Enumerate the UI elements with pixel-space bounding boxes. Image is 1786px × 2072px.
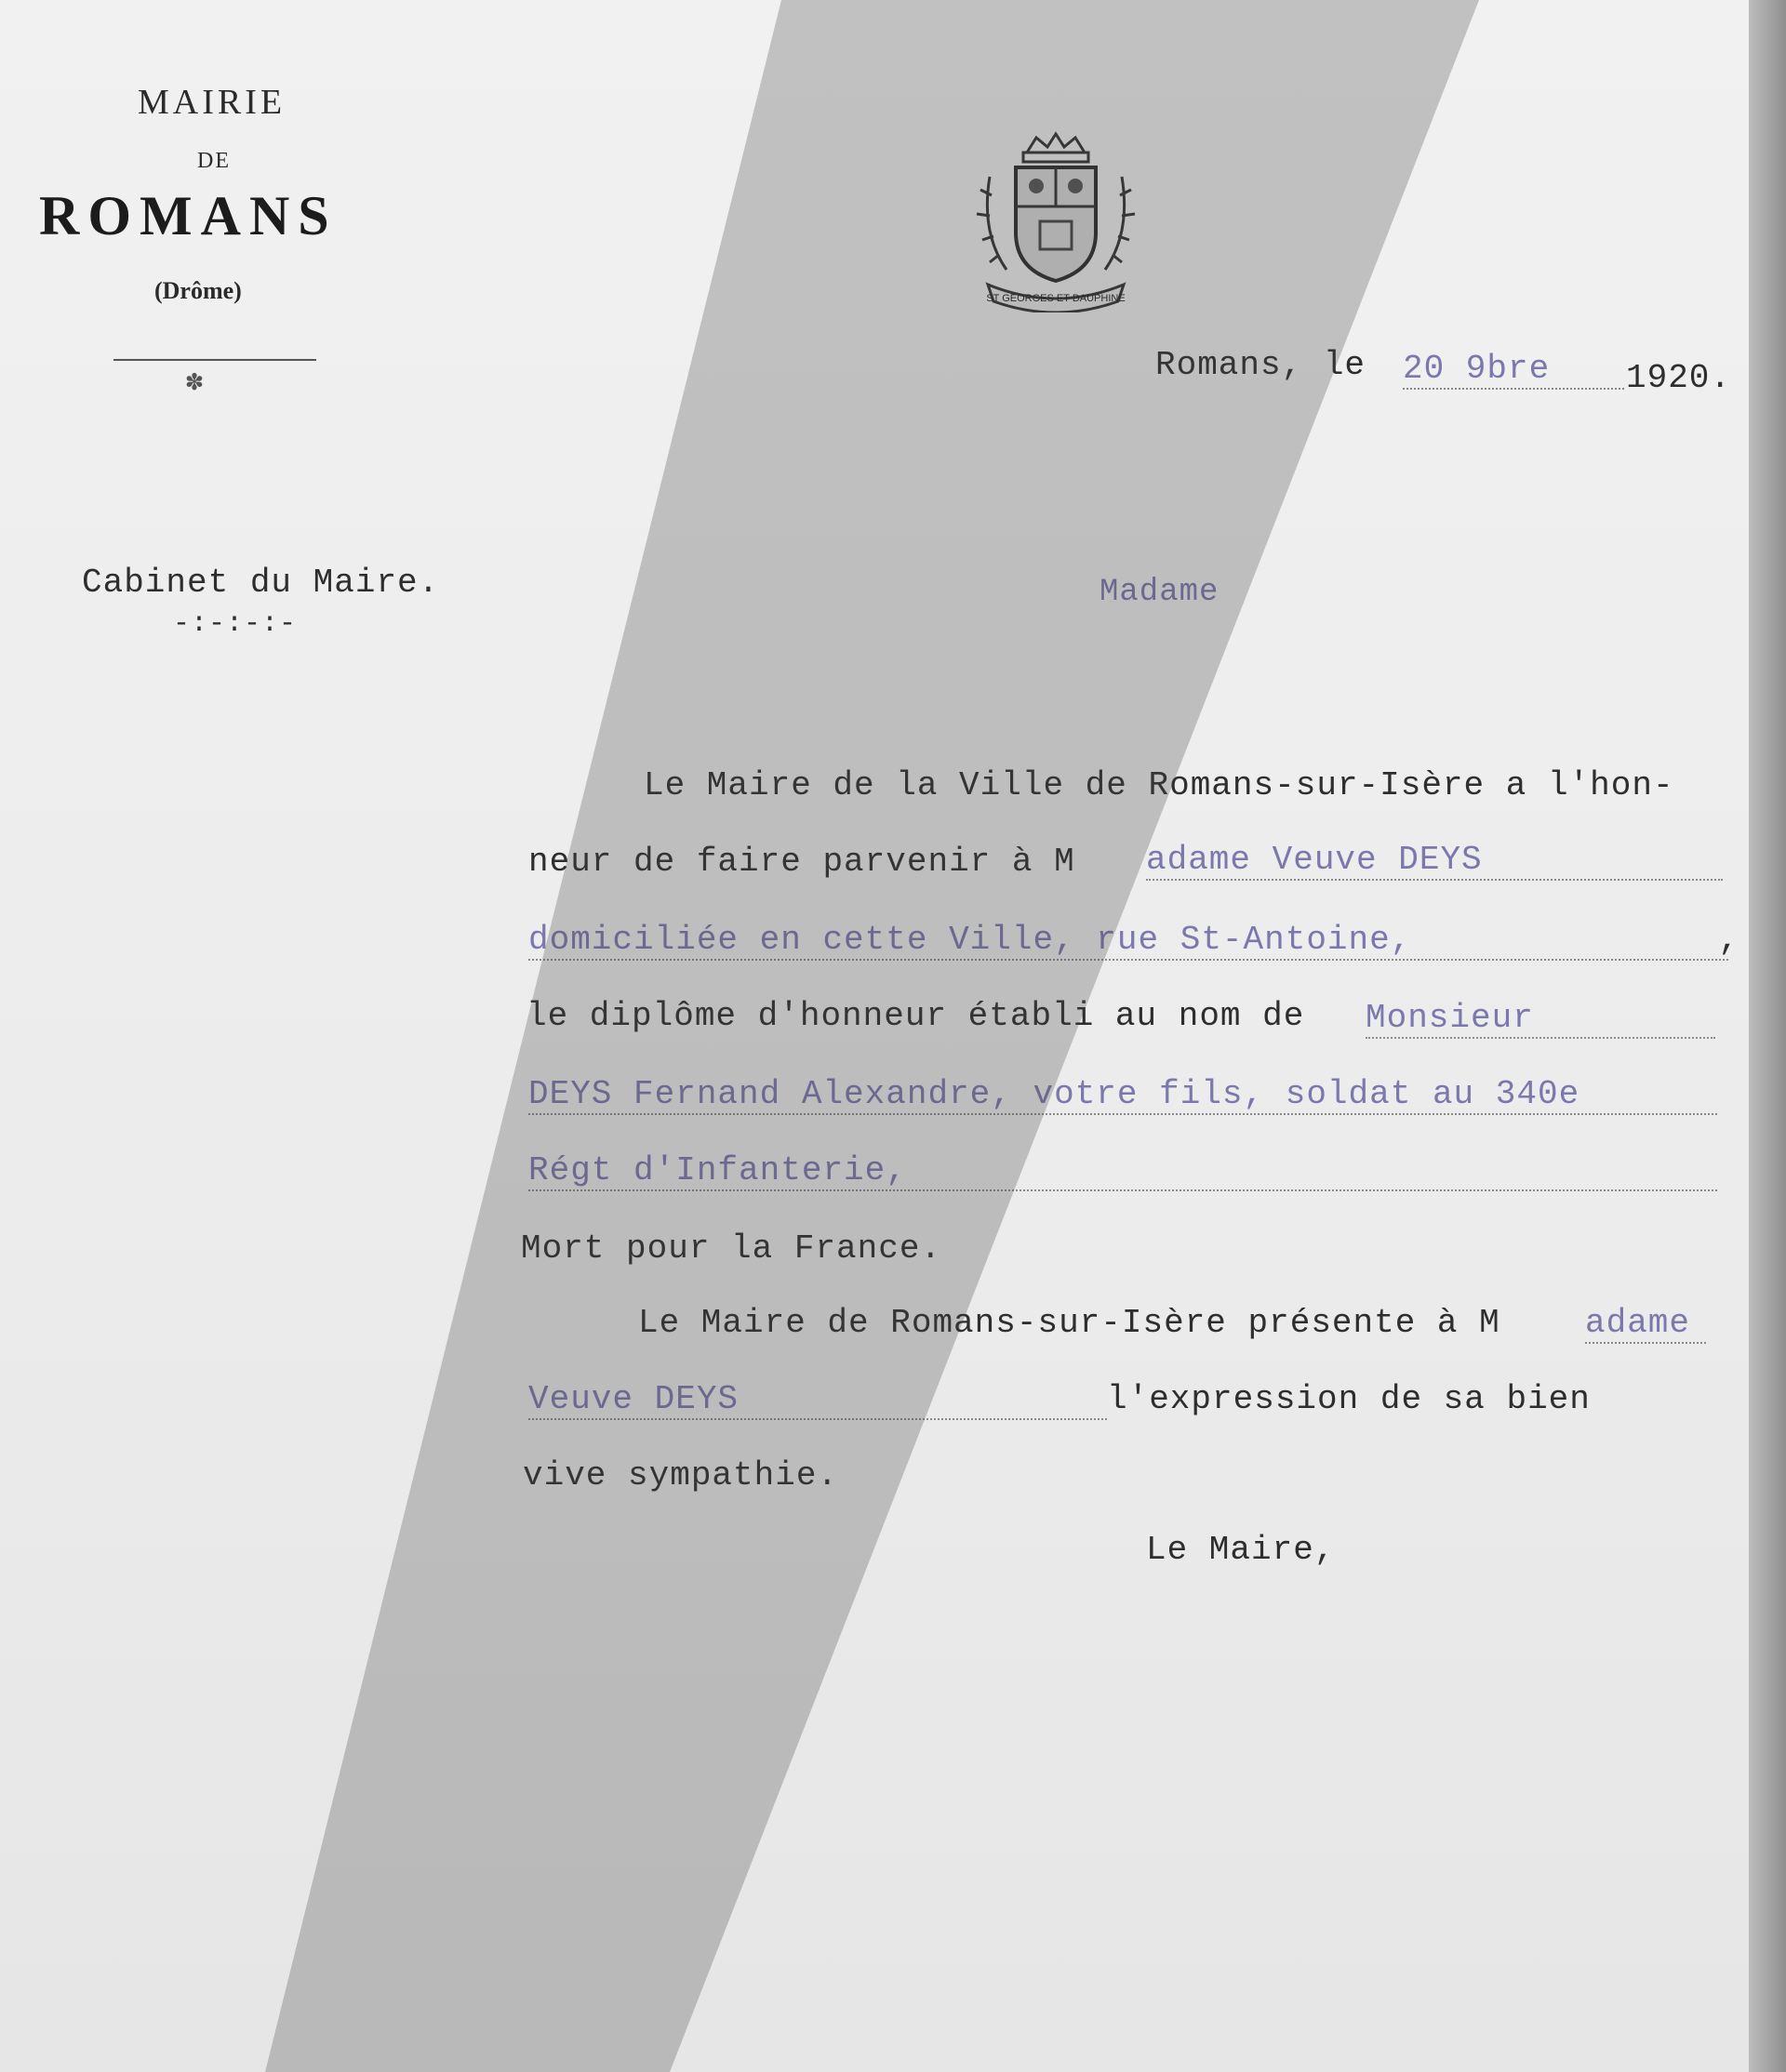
body-line-8-filled: adame (1585, 1304, 1706, 1344)
body-line-10: vive sympathie. (523, 1456, 839, 1494)
body-line-8-typed: Le Maire de Romans-sur-Isère présente à M (638, 1304, 1500, 1342)
date-day-month: 20 9bre (1403, 350, 1624, 390)
letterhead-drome: (Drôme) (154, 277, 242, 304)
body-line-1: Le Maire de la Ville de Romans-sur-Isère a l'hon- (644, 766, 1674, 804)
date-prefix: Romans, le (1155, 346, 1366, 384)
letterhead-de: DE (197, 149, 231, 173)
cabinet-title: Cabinet du Maire. (82, 564, 440, 602)
body-line-2-filled: adame Veuve DEYS (1146, 841, 1723, 881)
salutation: Madame (1100, 575, 1220, 610)
crest-motto: ST GEORGES ET DAUPHINE (986, 293, 1126, 304)
body-line-9-filled: Veuve DEYS (528, 1380, 1107, 1420)
body-line-4-filled: Monsieur (1366, 999, 1715, 1039)
letterhead-rule (113, 359, 316, 361)
letterhead-mairie: MAIRIE (138, 83, 287, 122)
body-line-3-end: , (1718, 921, 1739, 959)
letterhead-romans: ROMANS (39, 185, 338, 246)
body-line-7: Mort pour la France. (521, 1229, 942, 1268)
body-line-3-filled (528, 921, 1739, 961)
cabinet-decoration: -:-:-:- (173, 608, 298, 640)
background-edge (1749, 0, 1786, 2072)
signature: Le Maire, (1146, 1531, 1336, 1569)
body-line-2-typed: neur de faire parvenir à M (528, 843, 1075, 881)
body-line-3-text: domiciliée en cette Ville, rue St-Antoine, (528, 921, 1412, 959)
body-line-9-typed: l'expression de sa bien (1107, 1380, 1591, 1418)
body-line-6-filled: Régt d'Infanterie, (528, 1151, 1717, 1191)
body-line-4-typed: le diplôme d'honneur établi au nom de (526, 997, 1305, 1035)
letterhead-ornament-icon: ✽ (186, 367, 204, 399)
body-line-5-filled: DEYS Fernand Alexandre, votre fils, soldat au 340e (528, 1075, 1717, 1115)
date-year: 1920. (1626, 359, 1732, 397)
coat-of-arms-icon (969, 130, 1142, 312)
